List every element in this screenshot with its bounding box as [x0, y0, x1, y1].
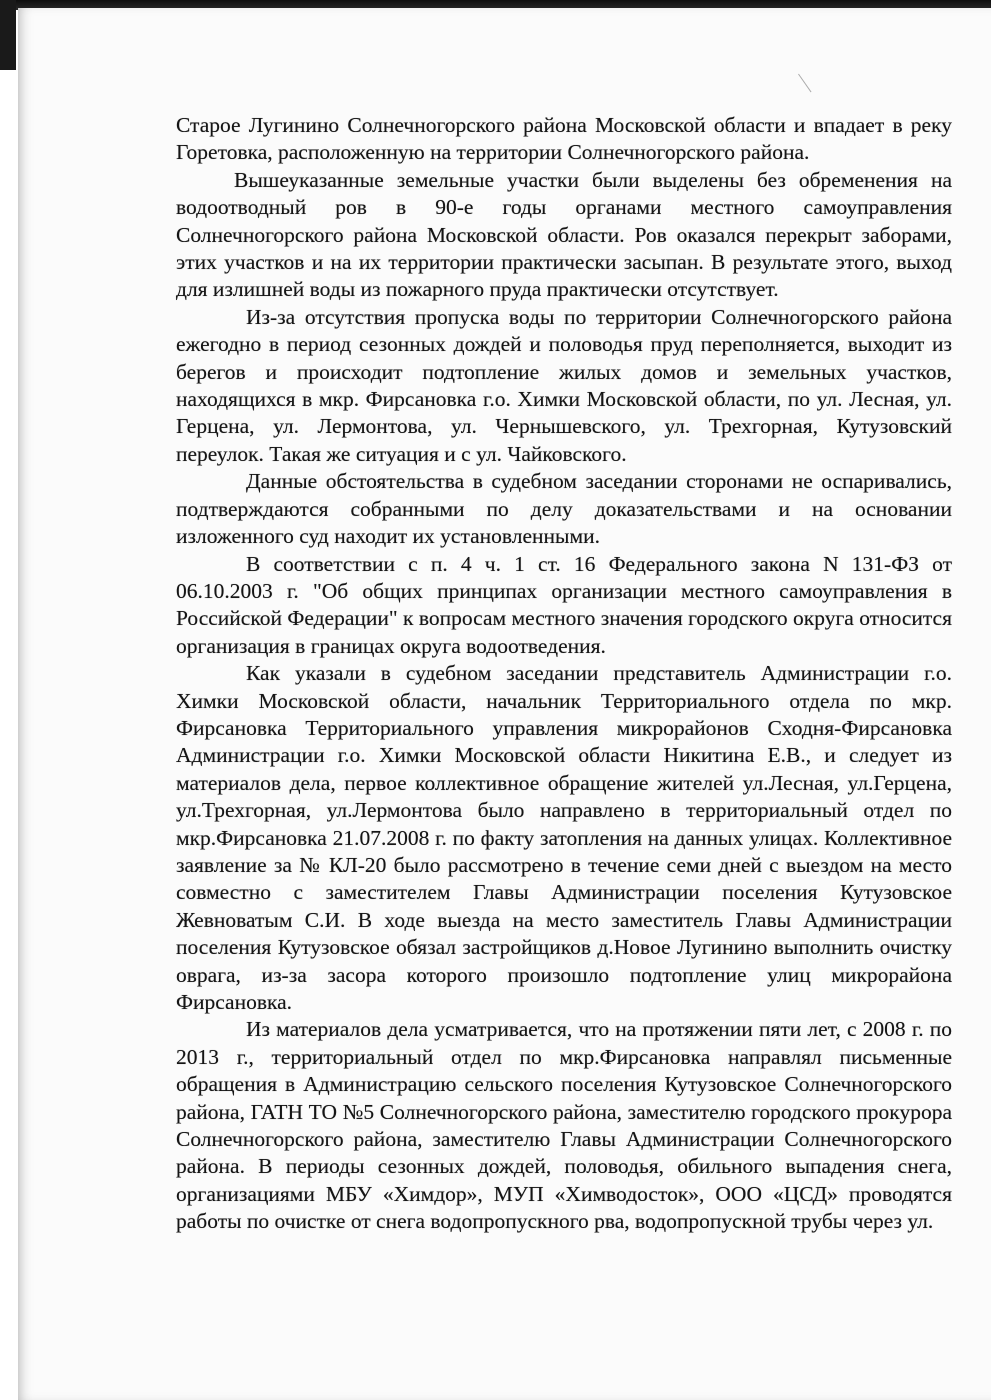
paragraph-1: Старое Лугинино Солнечногорского района Московской области и впадает в реку Горетовка, расположенную на территории Солнечногорского района. — [176, 113, 952, 165]
paragraph-6: Как указали в судебном заседании представитель Администрации г.о. Химки Московской области, начальник Территориального отдела по мкр. Фирсановка Территориального управления микрорайонов Сходня-Фирсановка Администрации г.о. Химки Московской области Никитина Е.В., и следует из материалов дела, первое коллективное обращение жителей ул.Лесная, ул.Герцена, ул.Трехгорная, ул.Лермонтова было направлено в территориальный отдел по мкр.Фирсановка 21.07.2008 г. по факту затопления на данных улицах. Коллективное заявление за № КЛ-20 было рассмотрено в течение семи дней с выездом на место совместно с заместителем Главы Администрации поселения Кутузовское Жевноватым С.И. В ходе выезда на место заместитель Главы Администрации поселения Кутузовское обязал застройщиков д.Новое Лугинино выполнить очистку оврага, из-за засора которого произошло подтопление улиц микрорайона Фирсановка. — [176, 661, 952, 1014]
paragraph-2: Вышеуказанные земельные участки были выделены без обременения на водоотводный ров в 90-е годы органами местного самоуправления Солнечногорского района Московской области. Ров оказался перекрыт заборами, этих участков и на их территории практически засыпан. В результате этого, выход для излишней воды из пожарного пруда практически отсутствует. — [176, 167, 952, 302]
paper-mark — [798, 66, 823, 93]
paragraph-4: Данные обстоятельства в судебном заседании сторонами не оспаривались, подтверждаются собранными по делу доказательствами и на основании изложенного суд находит их установленными. — [176, 469, 952, 549]
paragraph-3: Из-за отсутствия пропуска воды по территории Солнечногорского района ежегодно в период сезонных дождей и половодья пруд переполняется, выходит из берегов и происходит подтопление жилых домов и земельных участков, находящихся в мкр. Фирсановка г.о. Химки Московской области, по ул. Лесная, ул. Герцена, ул. Лермонтова, ул. Чернышевского, ул. Трехгорная, Кутузовский переулок. Такая же ситуация и с ул. Чайковского. — [176, 304, 952, 466]
paragraph-7: Из материалов дела усматривается, что на протяжении пяти лет, с 2008 г. по 2013 г., территориальный отдел по мкр.Фирсановка направлял письменные обращения в Администрацию сельского поселения Кутузовское Солнечногорского района, ГАТН ТО №5 Солнечногорского района, заместителю городского прокурора Солнечногорского района, заместителю Главы Администрации Солнечногорского района. В периоды сезонных дождей, половодья, обильного выпадения снега, организациями МБУ «Химдор», МУП «Химводосток», ООО «ЦСД» проводятся работы по очистке от снега водопропускного рва, водопропускной трубы через ул. — [176, 1017, 952, 1234]
document-body — [176, 112, 952, 1236]
paragraph-5: В соответствии с п. 4 ч. 1 ст. 16 Федерального закона N 131-ФЗ от 06.10.2003 г. "Об общих принципах организации местного самоуправления в Российской Федерации" к вопросам местного значения городского округа относится организация в границах округа водоотведения. — [176, 551, 952, 658]
scan-edge-left — [0, 0, 16, 70]
